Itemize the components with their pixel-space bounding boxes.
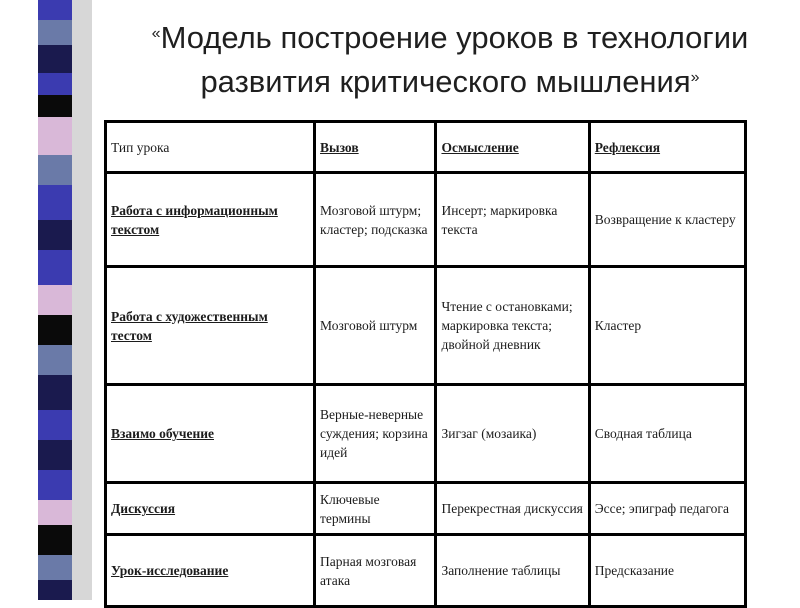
title-text: Модель построение уроков в технологии развития критического мышления — [160, 20, 749, 99]
page-title — [150, 14, 750, 102]
header-lesson-type: Тип урока — [106, 122, 315, 173]
cell-call: Ключевые термины — [315, 483, 436, 535]
title-close-quote: » — [690, 69, 700, 86]
table-row — [106, 385, 746, 483]
cell-lesson-type: Работа с художественным тестом — [106, 267, 315, 385]
header-comprehension: Осмысление — [436, 122, 589, 173]
header-call: Вызов — [315, 122, 436, 173]
lesson-model-table — [104, 120, 747, 608]
cell-call: Парная мозговая атака — [315, 535, 436, 607]
cell-call: Мозговой штурм — [315, 267, 436, 385]
cell-comprehension: Инсерт; маркировка текста — [436, 173, 589, 267]
cell-reflection: Предсказание — [589, 535, 745, 607]
table-row — [106, 483, 746, 535]
cell-call: Верные-неверные суждения; корзина идей — [315, 385, 436, 483]
cell-comprehension: Чтение с остановками; маркировка текста; двойной дневник — [436, 267, 589, 385]
cell-reflection: Эссе; эпиграф педагога — [589, 483, 745, 535]
cell-comprehension: Перекрестная дискуссия — [436, 483, 589, 535]
cell-reflection: Возвращение к кластеру — [589, 173, 745, 267]
cell-lesson-type: Дискуссия — [106, 483, 315, 535]
cell-comprehension: Заполнение таблицы — [436, 535, 589, 607]
table-row — [106, 535, 746, 607]
table-row — [106, 173, 746, 267]
table-header-row — [106, 122, 746, 173]
cell-reflection: Сводная таблица — [589, 385, 745, 483]
cell-lesson-type: Урок-исследование — [106, 535, 315, 607]
cell-comprehension: Зигзаг (мозаика) — [436, 385, 589, 483]
table-row — [106, 267, 746, 385]
decorative-stripe-bars — [0, 0, 100, 600]
cell-reflection: Кластер — [589, 267, 745, 385]
title-open-quote: « — [151, 25, 161, 42]
cell-call: Мозговой штурм; кластер; подсказка — [315, 173, 436, 267]
stripe-column-grey — [72, 0, 92, 600]
header-reflection: Рефлексия — [589, 122, 745, 173]
cell-lesson-type: Работа с информационным текстом — [106, 173, 315, 267]
cell-lesson-type: Взаимо обучение — [106, 385, 315, 483]
stripe-column-main — [38, 0, 72, 600]
